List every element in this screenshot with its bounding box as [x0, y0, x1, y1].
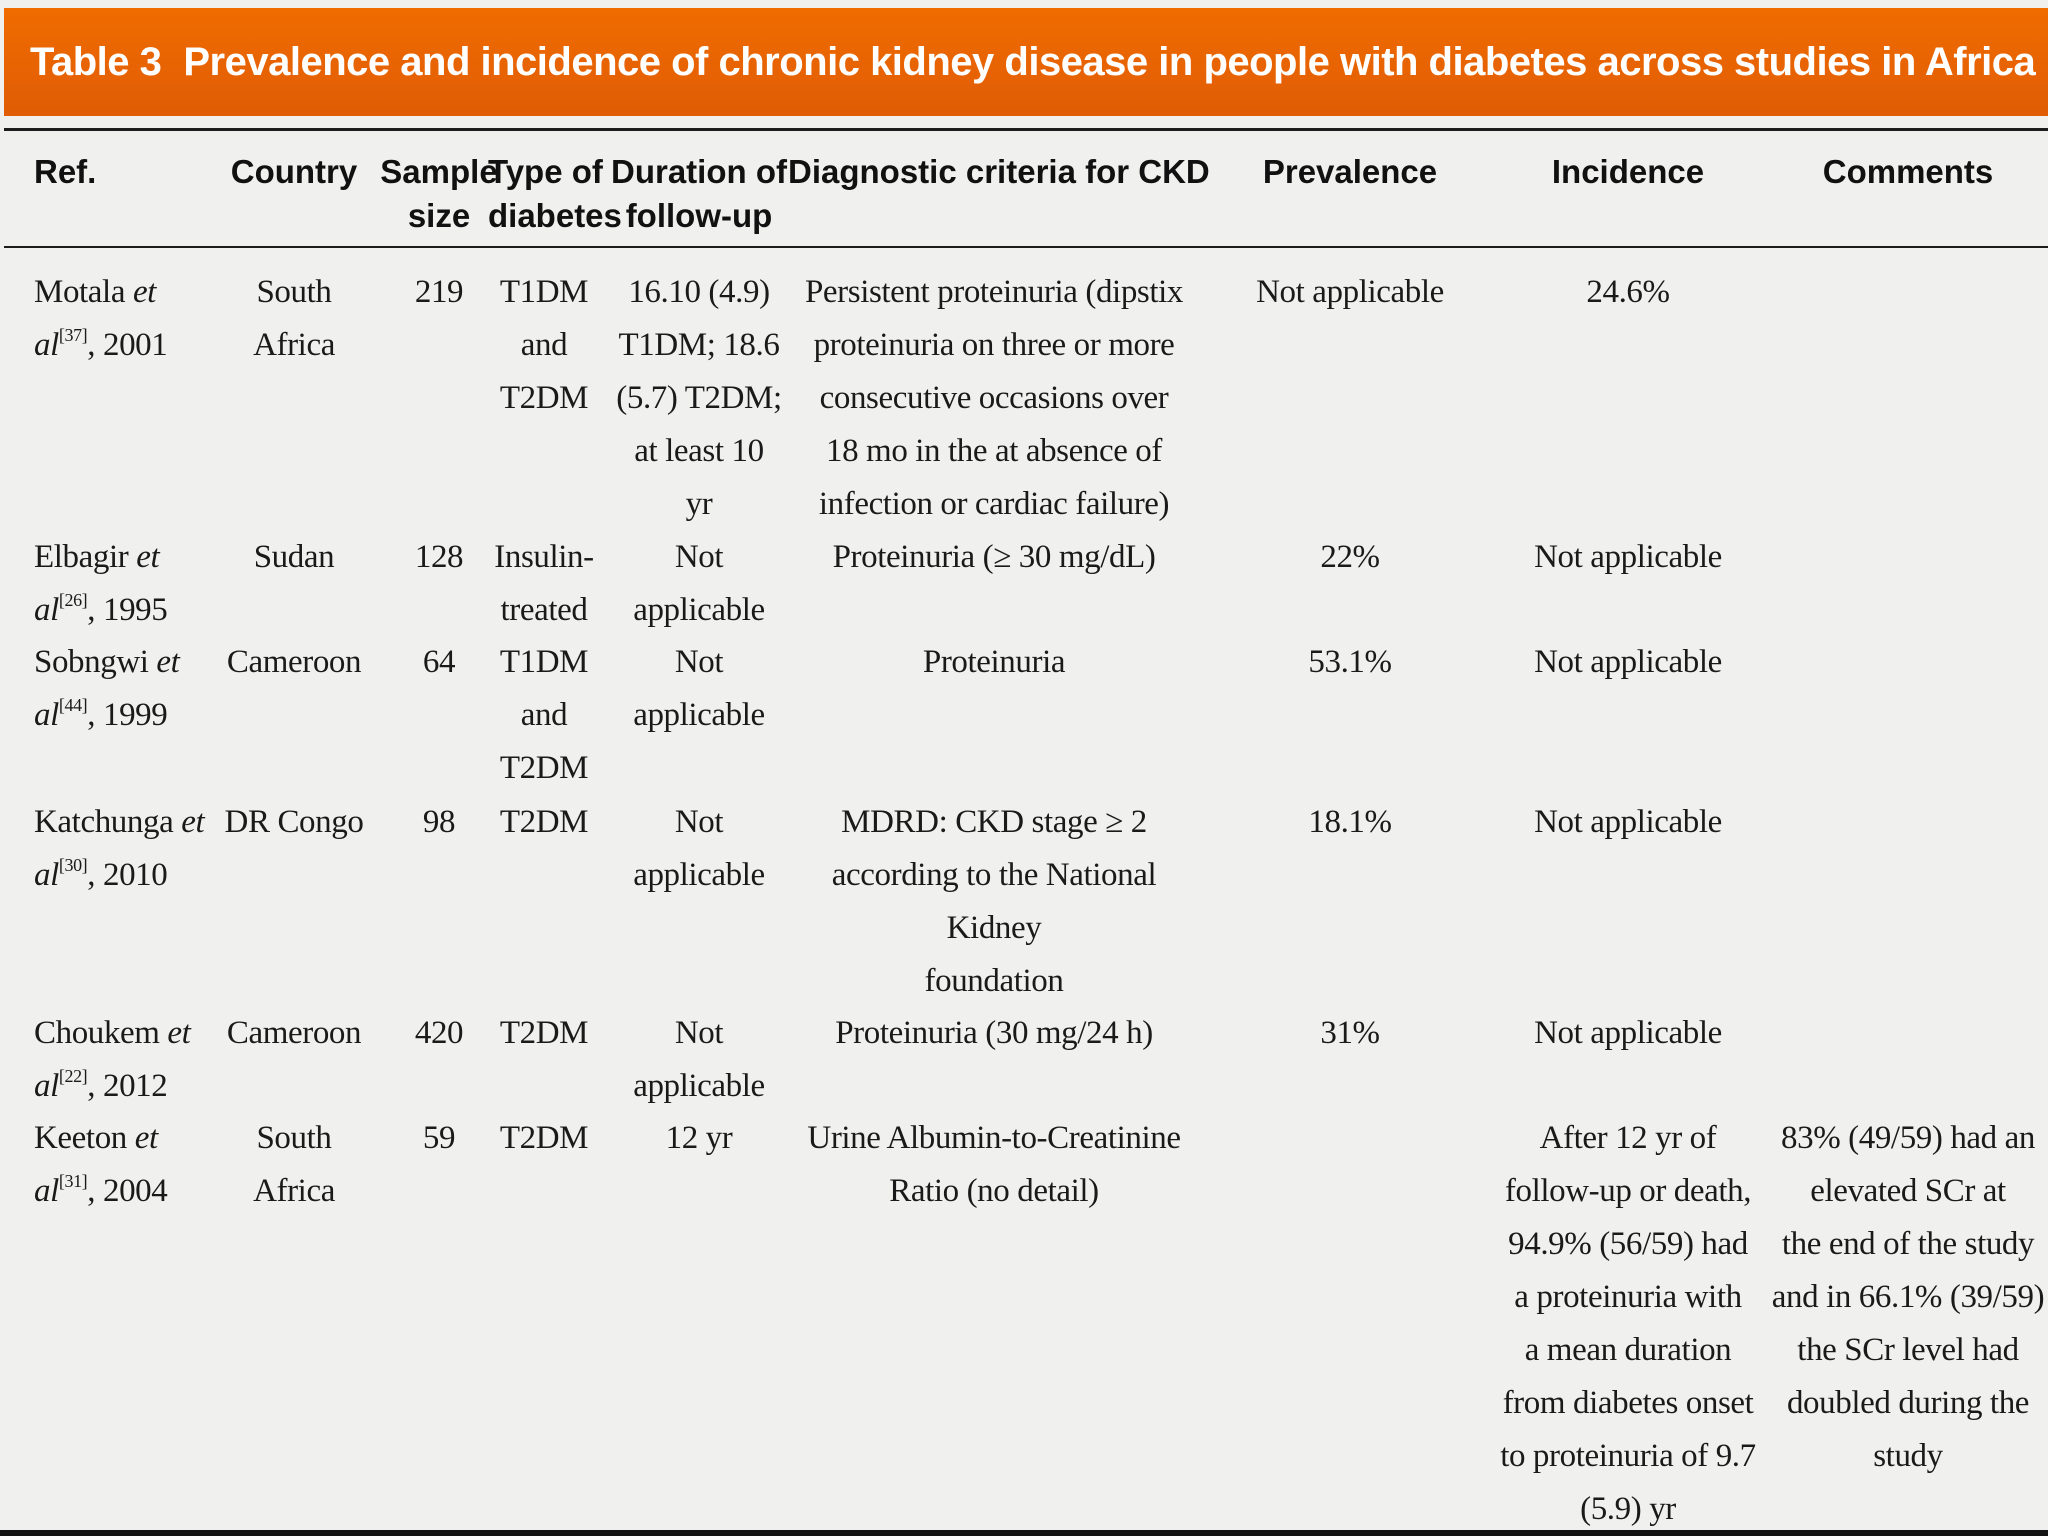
- cell-line: Not applicable: [1256, 274, 1444, 310]
- ref-line: [34, 1007, 190, 1060]
- ref-author: Elbagir: [34, 539, 129, 575]
- cell-line: T2DM: [499, 1120, 589, 1156]
- cell-line: T2DM: [499, 804, 589, 840]
- cell-line: T1DM: [499, 274, 589, 310]
- cell-line: from diabetes onset: [1502, 1385, 1754, 1421]
- column-header-line: Prevalence: [1262, 153, 1438, 190]
- cell-line: doubled during the: [1786, 1385, 2030, 1421]
- ref-al: al: [34, 1173, 59, 1209]
- cell-type: [488, 796, 600, 849]
- cell-comments: [1768, 1112, 2048, 1483]
- ref-al: al: [34, 857, 59, 893]
- cell-incidence: [1480, 1007, 1776, 1060]
- cell-country: [218, 1112, 370, 1218]
- cell-sample-size: [374, 266, 504, 319]
- column-header-line: Incidence: [1551, 153, 1705, 190]
- column-header-country: [218, 150, 370, 194]
- cell-ref: [34, 531, 167, 637]
- cell-line: according to the National: [831, 857, 1157, 893]
- cell-line: 59: [422, 1120, 456, 1156]
- ref-etal: et: [132, 274, 156, 310]
- cell-line: T2DM: [499, 380, 589, 416]
- column-header-line: Ref.: [34, 153, 97, 190]
- cell-line: 53.1%: [1308, 644, 1392, 680]
- cell-criteria: [788, 636, 1200, 689]
- cell-duration: [605, 796, 793, 902]
- cell-line: and: [520, 697, 568, 733]
- column-header-sample-size: [374, 150, 504, 238]
- ref-line: [34, 636, 179, 689]
- cell-line: 94.9% (56/59) had: [1508, 1226, 1748, 1262]
- cell-incidence: [1480, 531, 1776, 584]
- cell-line: applicable: [633, 592, 765, 628]
- column-header-comments: [1768, 150, 2048, 194]
- cell-incidence: [1480, 266, 1776, 319]
- cell-line: Not: [674, 539, 724, 575]
- cell-duration: [605, 1007, 793, 1113]
- cell-line: Not applicable: [1534, 1015, 1722, 1051]
- cell-line: 12 yr: [665, 1120, 733, 1156]
- cell-prevalence: [1200, 796, 1500, 849]
- cell-line: (5.9) yr: [1580, 1491, 1676, 1527]
- cell-line: 31%: [1320, 1015, 1380, 1051]
- ref-etal: et: [181, 804, 205, 840]
- cell-line: 83% (49/59) had an: [1781, 1120, 2035, 1156]
- cell-line: Proteinuria: [922, 644, 1066, 680]
- cell-line: Kidney: [946, 910, 1042, 946]
- cell-line: follow-up or death,: [1504, 1173, 1752, 1209]
- ref-line: [34, 1165, 167, 1218]
- cell-line: MDRD: CKD stage ≥ 2: [841, 804, 1147, 840]
- cell-ref: [34, 1112, 167, 1218]
- cell-line: T2DM: [499, 750, 589, 786]
- cell-line: 420: [414, 1015, 464, 1051]
- cell-ref: [34, 796, 204, 902]
- column-header-criteria: [788, 150, 1210, 194]
- cell-ref: [34, 636, 179, 742]
- column-header-line: size: [407, 197, 471, 234]
- column-header-prevalence: [1200, 150, 1500, 194]
- ref-etal: et: [167, 1015, 191, 1051]
- ref-author: Sobngwi: [34, 644, 149, 680]
- cell-line: T2DM: [499, 1015, 589, 1051]
- cell-line: applicable: [633, 857, 765, 893]
- cell-sample-size: [374, 531, 504, 584]
- cell-duration: [605, 266, 793, 531]
- ref-year: , 2001: [87, 327, 168, 363]
- column-header-type: [488, 150, 622, 238]
- cell-line: T1DM: [499, 644, 589, 680]
- ref-line: [34, 849, 204, 902]
- cell-prevalence: [1200, 1007, 1500, 1060]
- cell-line: the end of the study: [1781, 1226, 2035, 1262]
- cell-line: 24.6%: [1586, 274, 1670, 310]
- cell-line: 18 mo in the at absence of: [826, 433, 1162, 469]
- cell-line: Proteinuria (≥ 30 mg/dL): [832, 539, 1156, 575]
- cell-criteria: [788, 531, 1200, 584]
- cell-line: Africa: [253, 1173, 335, 1209]
- cell-line: Not: [674, 804, 724, 840]
- ref-al: al: [34, 1068, 59, 1104]
- cell-criteria: [788, 1007, 1200, 1060]
- ref-line: [34, 531, 167, 584]
- cell-line: Persistent proteinuria (dipstix: [804, 274, 1184, 310]
- top-rule: [4, 128, 2048, 131]
- ref-line: [34, 319, 167, 372]
- cell-country: [218, 1007, 370, 1060]
- ref-year: , 2012: [87, 1068, 168, 1104]
- ref-al: al: [34, 327, 59, 363]
- cell-line: After 12 yr of: [1539, 1120, 1717, 1156]
- column-header-line: Country: [230, 153, 358, 190]
- cell-duration: [605, 636, 793, 742]
- ref-etal: et: [136, 539, 160, 575]
- cell-duration: [605, 1112, 793, 1165]
- cell-criteria: [788, 266, 1200, 531]
- cell-incidence: [1480, 636, 1776, 689]
- cell-criteria: [788, 796, 1200, 1008]
- ref-etal: et: [156, 644, 180, 680]
- cell-criteria: [788, 1112, 1200, 1218]
- column-header-ref: [34, 150, 96, 194]
- header-rule: [4, 246, 2048, 248]
- cell-type: [488, 531, 600, 637]
- ref-year: , 2004: [87, 1173, 168, 1209]
- ref-al: al: [34, 592, 59, 628]
- cell-line: Not: [674, 1015, 724, 1051]
- table-title-bar: [4, 8, 2048, 116]
- cell-line: a proteinuria with: [1514, 1279, 1742, 1315]
- cell-line: DR Congo: [224, 804, 364, 840]
- ref-line: [34, 689, 179, 742]
- ref-line: [34, 266, 167, 319]
- cell-country: [218, 636, 370, 689]
- ref-author: Keeton: [34, 1120, 127, 1156]
- column-header-line: Duration of: [611, 153, 787, 190]
- column-header-line: Sample: [380, 153, 498, 190]
- cell-line: consecutive occasions over: [819, 380, 1169, 416]
- cell-line: applicable: [633, 697, 765, 733]
- cell-line: Not applicable: [1534, 539, 1722, 575]
- cell-line: Sudan: [253, 539, 335, 575]
- cell-line: Not applicable: [1534, 644, 1722, 680]
- column-header-line: follow-up: [625, 197, 773, 234]
- cell-sample-size: [374, 796, 504, 849]
- cell-line: Not: [674, 644, 724, 680]
- cell-country: [218, 531, 370, 584]
- cell-line: to proteinuria of 9.7: [1500, 1438, 1756, 1474]
- cell-line: elevated SCr at: [1810, 1173, 2006, 1209]
- ref-line: [34, 796, 204, 849]
- cell-duration: [605, 531, 793, 637]
- ref-citation: [44]: [58, 695, 88, 715]
- ref-line: [34, 1112, 167, 1165]
- ref-year: , 2010: [87, 857, 168, 893]
- cell-line: 98: [422, 804, 456, 840]
- column-header-line: Type of: [488, 153, 603, 190]
- cell-line: the SCr level had: [1797, 1332, 2019, 1368]
- table-title: Prevalence and incidence of chronic kidney disease in people with diabetes across studies in Africa: [183, 40, 2036, 84]
- ref-citation: [22]: [58, 1066, 88, 1086]
- ref-author: Choukem: [34, 1015, 160, 1051]
- cell-line: study: [1873, 1438, 1943, 1474]
- cell-line: and in 66.1% (39/59): [1771, 1279, 2045, 1315]
- cell-line: treated: [500, 592, 588, 628]
- cell-line: T1DM; 18.6: [618, 327, 780, 363]
- cell-line: 64: [422, 644, 456, 680]
- ref-citation: [30]: [58, 855, 88, 875]
- cell-type: [488, 1112, 600, 1165]
- cell-prevalence: [1200, 636, 1500, 689]
- cell-line: infection or cardiac failure): [818, 486, 1170, 522]
- cell-sample-size: [374, 1007, 504, 1060]
- column-header-incidence: [1480, 150, 1776, 194]
- cell-line: South: [256, 1120, 332, 1156]
- cell-incidence: [1480, 796, 1776, 849]
- cell-line: and: [520, 327, 568, 363]
- cell-line: Not applicable: [1534, 804, 1722, 840]
- column-header-line: diabetes: [488, 197, 622, 234]
- ref-author: Motala: [34, 274, 126, 310]
- cell-ref: [34, 1007, 190, 1113]
- column-header-line: Diagnostic criteria for CKD: [788, 153, 1210, 190]
- ref-citation: [37]: [58, 325, 88, 345]
- cell-line: yr: [685, 486, 713, 522]
- cell-prevalence: [1200, 531, 1500, 584]
- column-header-duration: [605, 150, 793, 238]
- cell-line: Cameroon: [226, 644, 362, 680]
- cell-line: Insulin-: [494, 539, 594, 575]
- cell-line: 16.10 (4.9): [628, 274, 770, 310]
- cell-sample-size: [374, 636, 504, 689]
- ref-citation: [31]: [58, 1171, 88, 1191]
- ref-al: al: [34, 697, 59, 733]
- table-label: Table 3: [30, 40, 162, 84]
- cell-line: proteinuria on three or more: [813, 327, 1175, 363]
- cell-line: South: [256, 274, 332, 310]
- ref-etal: et: [134, 1120, 158, 1156]
- cell-line: at least 10: [634, 433, 764, 469]
- cell-line: Urine Albumin-to-Creatinine: [807, 1120, 1181, 1156]
- cell-line: Africa: [253, 327, 335, 363]
- cell-type: [488, 1007, 600, 1060]
- ref-year: , 1999: [87, 697, 168, 733]
- cell-country: [218, 796, 370, 849]
- cell-line: Ratio (no detail): [889, 1173, 1099, 1209]
- cell-type: [488, 636, 600, 795]
- ref-line: [34, 1060, 190, 1113]
- cell-line: applicable: [633, 1068, 765, 1104]
- cell-line: a mean duration: [1524, 1332, 1732, 1368]
- cell-type: [488, 266, 600, 425]
- cell-line: foundation: [924, 963, 1064, 999]
- cell-ref: [34, 266, 167, 372]
- ref-year: , 1995: [87, 592, 168, 628]
- cell-line: Proteinuria (30 mg/24 h): [835, 1015, 1153, 1051]
- cell-incidence: [1480, 1112, 1776, 1530]
- ref-citation: [26]: [58, 590, 88, 610]
- cell-line: 18.1%: [1308, 804, 1392, 840]
- ref-line: [34, 584, 167, 637]
- cell-line: Cameroon: [226, 1015, 362, 1051]
- cell-country: [218, 266, 370, 372]
- cell-prevalence: [1200, 266, 1500, 319]
- cell-line: 128: [414, 539, 464, 575]
- column-header-line: Comments: [1822, 153, 1994, 190]
- cell-line: 22%: [1320, 539, 1380, 575]
- cell-line: 219: [414, 274, 464, 310]
- cell-line: (5.7) T2DM;: [616, 380, 782, 416]
- ref-author: Katchunga: [34, 804, 174, 840]
- cell-sample-size: [374, 1112, 504, 1165]
